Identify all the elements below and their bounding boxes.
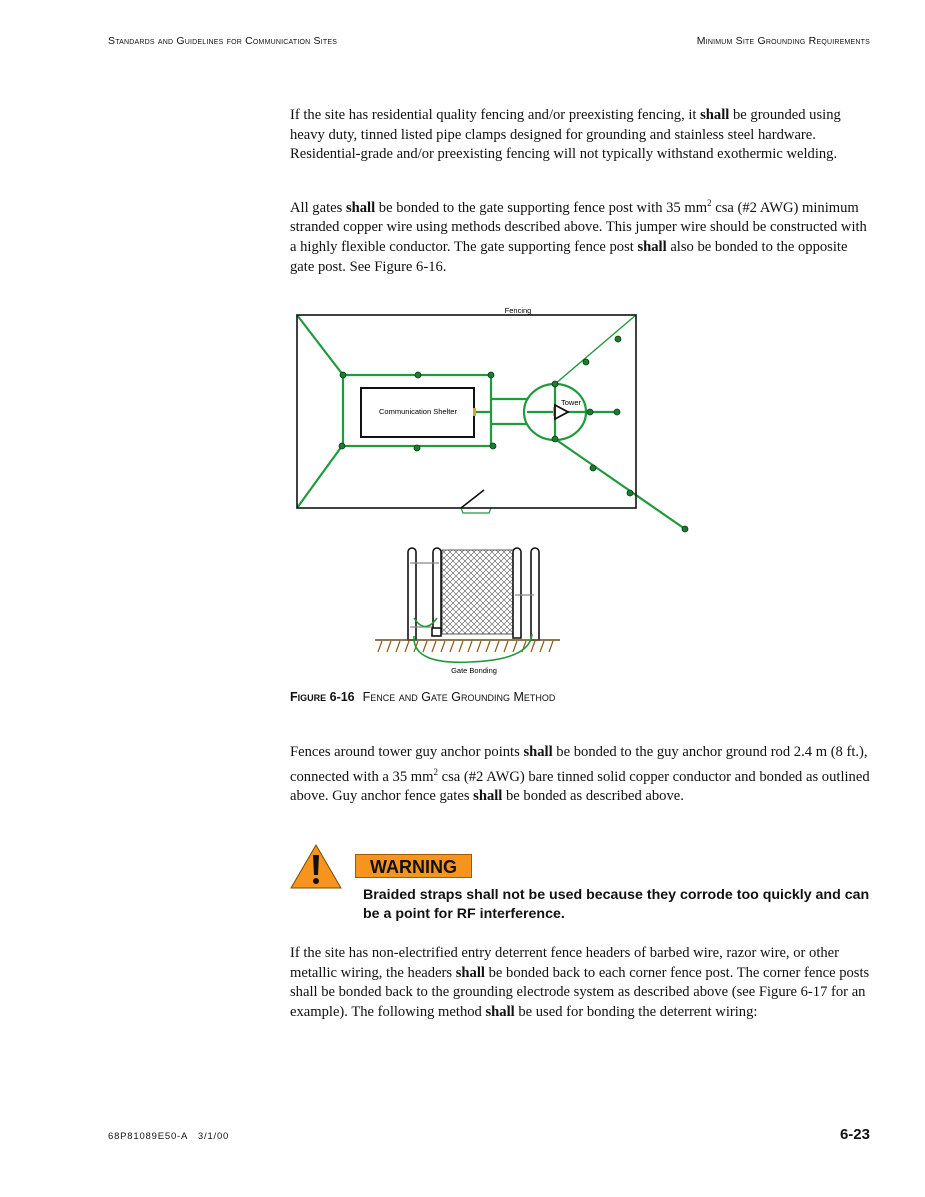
shelter-label: Communication Shelter bbox=[379, 407, 457, 416]
running-header-left: Standards and Guidelines for Communication Sites bbox=[108, 35, 338, 47]
page-number: 6-23 bbox=[839, 1126, 870, 1143]
warning-label: WARNING bbox=[355, 854, 472, 878]
paragraph-gates: All gates shall be bonded to the gate supporting fence post with 35 $mm^2$ csa (#2 AWG) minimum stranded copper wire using methods described above. This jumper wire should be constructed with a highly flexible conductor. The gate supporting fence post shall also be bonded to the opposite gate post. See Figure 6-16. bbox=[290, 198, 867, 275]
tower-icon bbox=[555, 405, 568, 419]
paragraph-residential-fencing: If the site has residential quality fencing and/or preexisting fencing, it shall be grounded using heavy duty, tinned listed pipe clamps designed for grounding and stainless steel hardware. Residential-grade and/or preexisting fencing will not typically withstand exothermic welding. bbox=[290, 107, 841, 163]
gate-bonding-label: Gate Bonding bbox=[451, 666, 497, 675]
document-id: 68P81089E50-A 3/1/00 bbox=[108, 1131, 230, 1142]
gate-bonding-detail bbox=[375, 548, 560, 675]
warning-triangle-icon bbox=[289, 843, 343, 891]
paragraph-deterrent-fence: If the site has non-electrified entry deterrent fence headers of barbed wire, razor wire, or other metallic wiring, the headers shall be bonded back to each corner fence post. The corner fence posts shall be bonded back to the grounding electrode system as described above (see Figure 6-17 for an example). The following method shall be used for bonding the deterrent wiring: bbox=[290, 945, 870, 1020]
tower-label: Tower bbox=[560, 398, 582, 407]
paragraph-guy-anchor: Fences around tower guy anchor points shall be bonded to the guy anchor ground rod 2.4 m (8 ft.), connected with a 35 $mm^2$ csa (#2 AWG) bare tinned solid copper conductor and bonded as outlined above. Guy anchor fence gates shall be bonded as described above. bbox=[290, 744, 870, 805]
fencing-label: Fencing bbox=[504, 306, 532, 315]
warning-text: Braided straps shall not be used because they corrode too quickly and can be a point for RF interference. bbox=[363, 887, 870, 922]
figure-caption: Figure 6-16 Fence and Gate Grounding Method bbox=[290, 690, 556, 704]
gate-symbol bbox=[461, 490, 484, 508]
running-header-right: Minimum Site Grounding Requirements bbox=[696, 35, 870, 47]
